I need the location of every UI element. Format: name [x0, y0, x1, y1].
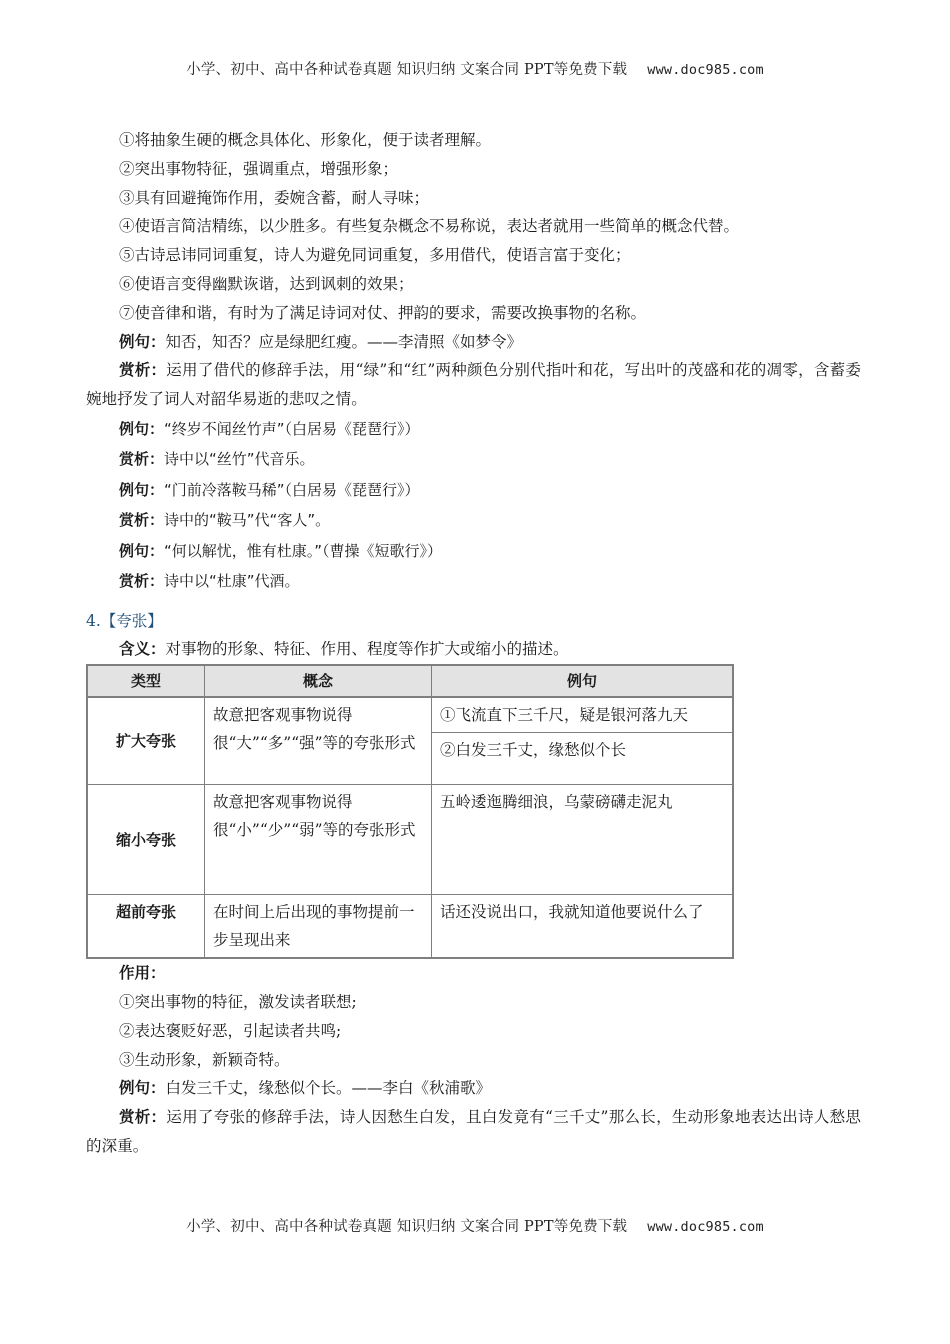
type-cell: 超前夸张 — [87, 895, 205, 959]
exaggeration-effect-2: ②表达褒贬好恶，引起读者共鸣; — [119, 1021, 342, 1040]
metonymy-analysis-4 — [86, 566, 861, 597]
metonymy-analysis-3 — [86, 505, 861, 536]
document-body — [86, 126, 861, 1161]
table-header-row — [87, 665, 733, 697]
example-text: 白发三千丈，缘愁似个长。——李白《秋浦歌》 — [165, 1079, 492, 1098]
example-text: “何以解忧，惟有杜康。”（曹操《短歌行》） — [164, 541, 443, 560]
exaggeration-effect-1: ①突出事物的特征，激发读者联想; — [119, 993, 357, 1012]
exaggeration-analysis — [86, 1103, 861, 1161]
example-label: 例句： — [119, 331, 166, 351]
metonymy-function-1: ①将抽象生硬的概念具体化、形象化，便于读者理解。 — [119, 131, 492, 149]
analysis-text: 运用了借代的修辞手法，用“绿”和“红”两种颜色分别代指叶和花，写出叶的茂盛和花的凋零，含蓄委婉地抒发了词人对韶华易逝的悲叹之情。 — [86, 361, 861, 409]
example-cell: 五岭逶迤腾细浪，乌蒙磅礴走泥丸 — [432, 785, 734, 895]
metonymy-function-3: ③具有回避掩饰作用，委婉含蓄，耐人寻味； — [119, 188, 430, 207]
header-text: 小学、初中、高中各种试卷真题 知识归纳 文案合同 PPT等免费下载 — [186, 62, 628, 78]
metonymy-function-2: ②突出事物特征，强调重点，增强形象； — [119, 159, 399, 178]
type-cell: 缩小夸张 — [87, 785, 205, 895]
exaggeration-table — [86, 664, 734, 960]
concept-cell: 故意把客观事物说得很“大”“多”“强”等的夸张形式 — [205, 697, 432, 785]
metonymy-function-5: ⑤古诗忌讳同词重复，诗人为避免同词重复，多用借代，使语言富于变化； — [119, 246, 631, 265]
meaning-text: 对事物的形象、特征、作用、程度等作扩大或缩小的描述。 — [165, 639, 569, 658]
example-text: “门前冷落鞍马稀”（白居易《琵琶行》） — [164, 480, 420, 499]
analysis-text: 诗中以“丝竹”代音乐。 — [164, 450, 315, 469]
table-row — [87, 785, 733, 895]
metonymy-example-2 — [86, 414, 861, 445]
example-item: ①飞流直下三千尺，疑是银河落九天 — [432, 698, 732, 733]
analysis-text: 诗中以“杜康”代酒。 — [164, 572, 300, 591]
column-header-example: 例句 — [432, 665, 734, 697]
meaning-label: 含义： — [119, 638, 166, 658]
metonymy-example-4 — [86, 536, 861, 567]
analysis-text: 诗中的“鞍马”代“客人”。 — [164, 511, 331, 530]
metonymy-example-3 — [86, 475, 861, 506]
metonymy-analysis-2 — [86, 444, 861, 475]
analysis-label: 赏析： — [119, 511, 165, 530]
analysis-label: 赏析： — [119, 1107, 167, 1127]
concept-cell: 故意把客观事物说得很“小”“少”“弱”等的夸张形式 — [205, 785, 432, 895]
column-header-concept: 概念 — [205, 665, 432, 697]
exaggeration-effect-3: ③生动形象，新颖奇特。 — [119, 1050, 290, 1069]
exaggeration-meaning — [86, 635, 861, 664]
concept-cell: 在时间上后出现的事物提前一步呈现出来 — [205, 895, 432, 959]
metonymy-function-7: ⑦使音律和谐，有时为了满足诗词对仗、押韵的要求，需要改换事物的名称。 — [119, 303, 647, 322]
section-title-exaggeration: 4.【夸张】 — [86, 611, 163, 630]
example-text: 知否，知否？应是绿肥红瘦。——李清照《如梦令》 — [165, 332, 523, 351]
example-cell — [432, 697, 734, 785]
example-cell: 话还没说出口，我就知道他要说什么了 — [432, 895, 734, 959]
footer-text: 小学、初中、高中各种试卷真题 知识归纳 文案合同 PPT等免费下载 — [186, 1219, 628, 1235]
analysis-label: 赏析： — [119, 572, 165, 591]
page-header — [0, 58, 950, 79]
page-footer — [0, 1215, 950, 1236]
exaggeration-example — [86, 1074, 861, 1103]
metonymy-function-4: ④使语言简洁精练，以少胜多。有些复杂概念不易称说，表达者就用一些简单的概念代替。 — [119, 217, 740, 236]
example-label: 例句： — [119, 541, 165, 560]
table-row — [87, 895, 733, 959]
example-label: 例句： — [119, 419, 165, 438]
analysis-label: 赏析： — [119, 360, 167, 380]
example-label: 例句： — [119, 1078, 166, 1098]
table-row — [87, 697, 733, 785]
effect-label: 作用： — [119, 963, 166, 983]
metonymy-analysis-1 — [86, 356, 861, 414]
example-label: 例句： — [119, 480, 165, 499]
example-text: “终岁不闻丝竹声”（白居易《琵琶行》） — [164, 419, 420, 438]
footer-url[interactable]: www.doc985.com — [647, 1219, 764, 1235]
column-header-type: 类型 — [87, 665, 205, 697]
metonymy-example-1 — [86, 328, 861, 357]
type-cell: 扩大夸张 — [87, 697, 205, 785]
analysis-label: 赏析： — [119, 450, 165, 469]
example-item: ②白发三千丈，缘愁似个长 — [440, 740, 627, 759]
metonymy-function-6: ⑥使语言变得幽默诙谐，达到讽刺的效果； — [119, 274, 414, 293]
header-url[interactable]: www.doc985.com — [647, 62, 764, 78]
analysis-text: 运用了夸张的修辞手法，诗人因愁生白发，且白发竟有“三千丈”那么长，生动形象地表达出诗人愁思的深重。 — [86, 1108, 861, 1156]
